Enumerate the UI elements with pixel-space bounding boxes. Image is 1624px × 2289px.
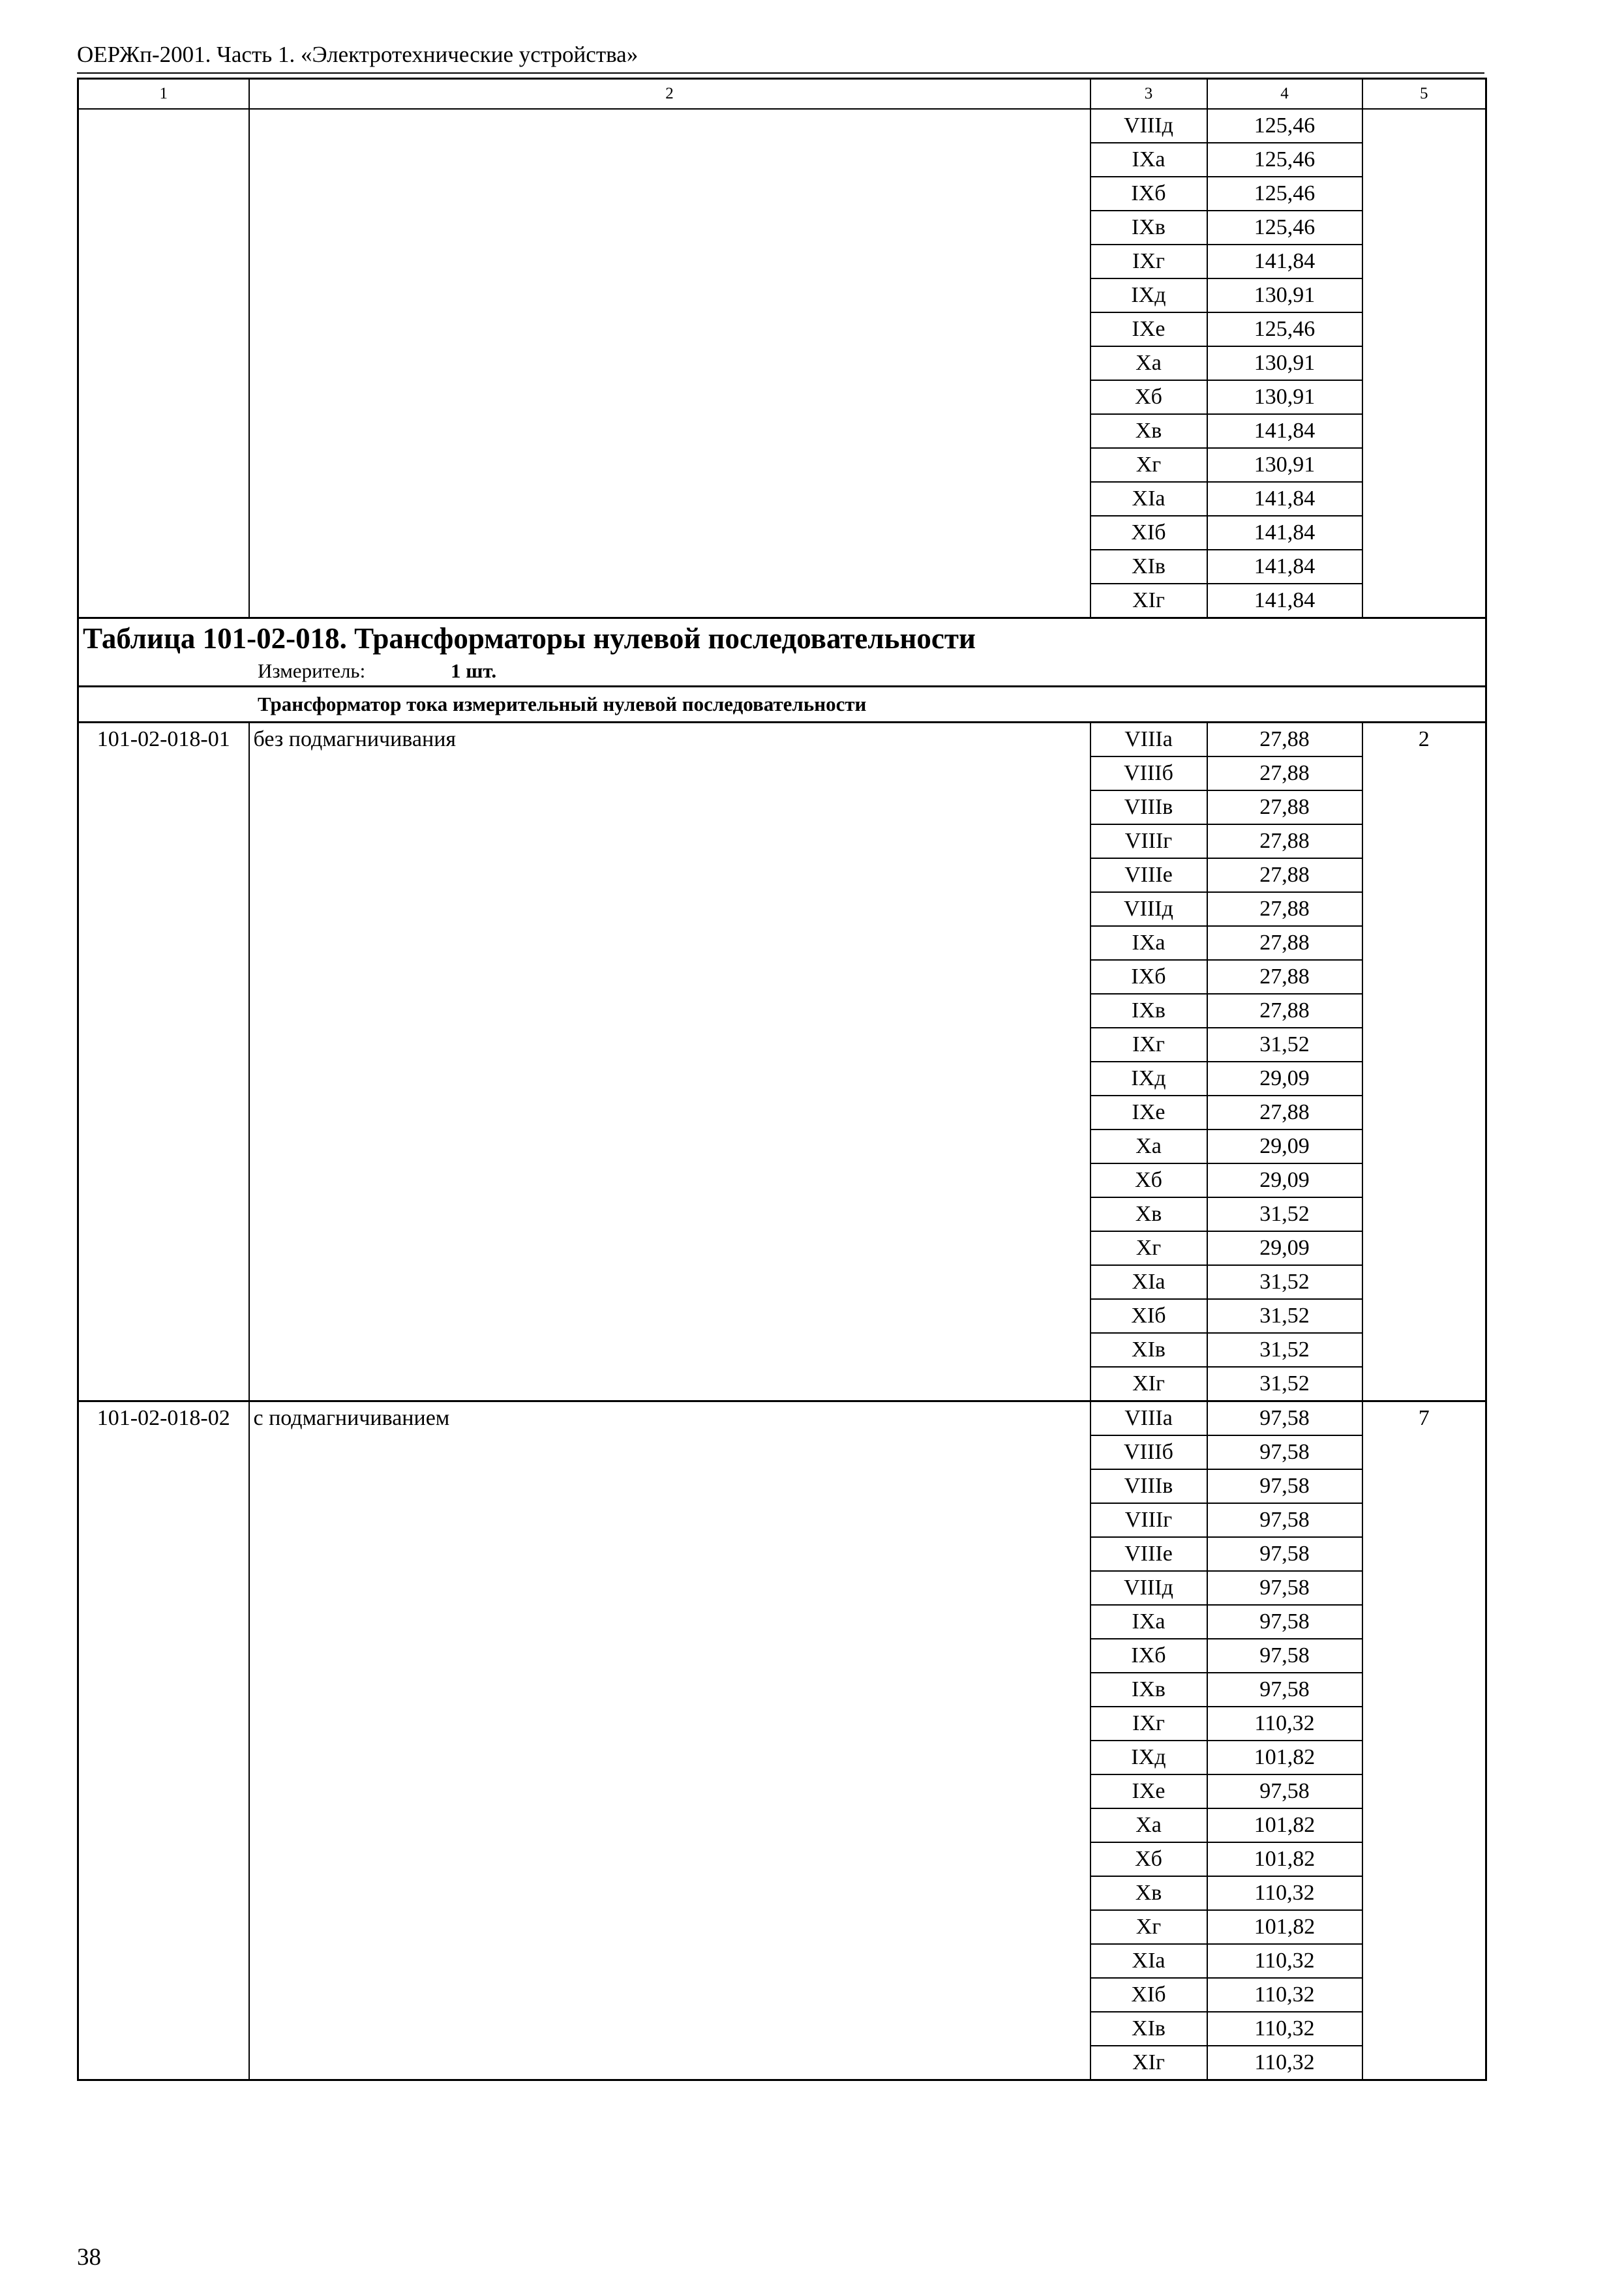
price-cell: 110,32 (1207, 1944, 1362, 1978)
price-cell: 29,09 (1207, 1062, 1362, 1096)
price-cell: 130,91 (1207, 380, 1362, 414)
region-cell: IXд (1090, 278, 1207, 312)
column-number: 3 (1090, 79, 1207, 110)
region-cell: IXв (1090, 1673, 1207, 1707)
price-cell: 27,88 (1207, 994, 1362, 1028)
price-cell: 97,58 (1207, 1469, 1362, 1503)
description-cell-empty (249, 109, 1090, 618)
section-row (78, 687, 1486, 723)
region-cell: Xб (1090, 1163, 1207, 1197)
region-cell: XIб (1090, 516, 1207, 550)
price-cell: 110,32 (1207, 1978, 1362, 2012)
column-number-row (78, 79, 1486, 110)
price-cell: 141,84 (1207, 516, 1362, 550)
price-cell: 101,82 (1207, 1741, 1362, 1774)
item-code: 101-02-018-01 (78, 723, 249, 1401)
item-code: 101-02-018-02 (78, 1401, 249, 2080)
price-cell: 29,09 (1207, 1130, 1362, 1163)
price-cell: 27,88 (1207, 790, 1362, 824)
region-cell: VIIIе (1090, 858, 1207, 892)
region-cell: Xв (1090, 414, 1207, 448)
table-title-row (78, 618, 1486, 687)
code-cell-empty (78, 109, 249, 618)
price-table-body (78, 79, 1486, 2080)
region-cell: IXе (1090, 312, 1207, 346)
column-number: 5 (1362, 79, 1486, 110)
price-table (77, 78, 1487, 2081)
price-cell: 27,88 (1207, 1096, 1362, 1130)
price-cell: 27,88 (1207, 926, 1362, 960)
region-cell: Xв (1090, 1197, 1207, 1231)
region-cell: IXг (1090, 245, 1207, 278)
price-cell: 31,52 (1207, 1197, 1362, 1231)
region-cell: XIа (1090, 482, 1207, 516)
region-cell: IXа (1090, 1605, 1207, 1639)
region-cell: VIIIг (1090, 1503, 1207, 1537)
norm-cell-empty (1362, 109, 1486, 618)
region-cell: VIIIе (1090, 1537, 1207, 1571)
column-number: 1 (78, 79, 249, 110)
region-cell: XIв (1090, 550, 1207, 584)
price-cell: 97,58 (1207, 1605, 1362, 1639)
price-cell: 125,46 (1207, 109, 1362, 143)
region-cell: IXг (1090, 1707, 1207, 1741)
continuation-row (78, 109, 1486, 143)
region-cell: XIг (1090, 1367, 1207, 1401)
price-cell: 110,32 (1207, 2012, 1362, 2046)
price-cell: 125,46 (1207, 312, 1362, 346)
region-cell: XIв (1090, 1333, 1207, 1367)
region-cell: XIа (1090, 1944, 1207, 1978)
region-cell: Xб (1090, 380, 1207, 414)
price-cell: 110,32 (1207, 2046, 1362, 2080)
price-cell: 130,91 (1207, 278, 1362, 312)
price-cell: 27,88 (1207, 858, 1362, 892)
region-cell: Xг (1090, 1231, 1207, 1265)
table-title-cell (78, 618, 1486, 687)
price-cell: 141,84 (1207, 584, 1362, 618)
region-cell: VIIIв (1090, 1469, 1207, 1503)
item-description: с подмагничиванием (249, 1401, 1090, 2080)
region-cell: IXа (1090, 926, 1207, 960)
region-cell: Xг (1090, 1910, 1207, 1944)
price-cell: 141,84 (1207, 550, 1362, 584)
measure-line (83, 658, 1481, 685)
price-cell: 97,58 (1207, 1537, 1362, 1571)
region-cell: Xа (1090, 346, 1207, 380)
price-cell: 97,58 (1207, 1673, 1362, 1707)
price-cell: 27,88 (1207, 756, 1362, 790)
region-cell: XIа (1090, 1265, 1207, 1299)
region-cell: XIб (1090, 1978, 1207, 2012)
region-cell: Xа (1090, 1130, 1207, 1163)
region-cell: IXб (1090, 177, 1207, 211)
price-cell: 141,84 (1207, 414, 1362, 448)
page-number: 38 (77, 2244, 101, 2271)
region-cell: VIIIд (1090, 109, 1207, 143)
price-cell: 141,84 (1207, 482, 1362, 516)
price-cell: 101,82 (1207, 1842, 1362, 1876)
price-cell: 125,46 (1207, 211, 1362, 245)
price-cell: 27,88 (1207, 723, 1362, 757)
region-cell: VIIIв (1090, 790, 1207, 824)
region-cell: IXв (1090, 211, 1207, 245)
region-cell: IXе (1090, 1096, 1207, 1130)
table-title-block (79, 619, 1485, 685)
price-cell: 125,46 (1207, 143, 1362, 177)
region-cell: Xв (1090, 1876, 1207, 1910)
region-cell: IXг (1090, 1028, 1207, 1062)
header-rule (77, 72, 1484, 74)
price-cell: 125,46 (1207, 177, 1362, 211)
region-cell: IXв (1090, 994, 1207, 1028)
section-title: Трансформатор тока измерительный нулевой последовательности (78, 687, 1486, 723)
price-cell: 141,84 (1207, 245, 1362, 278)
region-cell: IXд (1090, 1741, 1207, 1774)
price-cell: 97,58 (1207, 1435, 1362, 1469)
measure-label: Измеритель: (258, 659, 366, 682)
price-cell: 27,88 (1207, 892, 1362, 926)
region-cell: Xг (1090, 448, 1207, 482)
region-cell: VIIIг (1090, 824, 1207, 858)
price-cell: 97,58 (1207, 1774, 1362, 1808)
column-number: 2 (249, 79, 1090, 110)
price-cell: 31,52 (1207, 1333, 1362, 1367)
region-cell: VIIIб (1090, 1435, 1207, 1469)
region-cell: XIб (1090, 1299, 1207, 1333)
region-cell: IXд (1090, 1062, 1207, 1096)
region-cell: VIIIб (1090, 756, 1207, 790)
price-cell: 29,09 (1207, 1163, 1362, 1197)
price-cell: 101,82 (1207, 1808, 1362, 1842)
price-cell: 27,88 (1207, 960, 1362, 994)
region-cell: Xб (1090, 1842, 1207, 1876)
region-cell: Xа (1090, 1808, 1207, 1842)
region-cell: XIг (1090, 2046, 1207, 2080)
region-cell: IXб (1090, 1639, 1207, 1673)
column-number: 4 (1207, 79, 1362, 110)
region-cell: XIв (1090, 2012, 1207, 2046)
price-cell: 29,09 (1207, 1231, 1362, 1265)
price-cell: 31,52 (1207, 1367, 1362, 1401)
price-cell: 97,58 (1207, 1503, 1362, 1537)
price-cell: 97,58 (1207, 1401, 1362, 1436)
region-cell: VIIIд (1090, 892, 1207, 926)
price-cell: 110,32 (1207, 1876, 1362, 1910)
region-cell: IXб (1090, 960, 1207, 994)
item-row (78, 1401, 1486, 1436)
measure-unit: 1 шт. (451, 659, 497, 682)
price-cell: 110,32 (1207, 1707, 1362, 1741)
price-cell: 130,91 (1207, 346, 1362, 380)
price-cell: 101,82 (1207, 1910, 1362, 1944)
region-cell: VIIIд (1090, 1571, 1207, 1605)
running-title: ОЕРЖп-2001. Часть 1. «Электротехнические устройства» (77, 42, 639, 67)
item-norm: 2 (1362, 723, 1486, 1401)
price-cell: 31,52 (1207, 1265, 1362, 1299)
price-cell: 27,88 (1207, 824, 1362, 858)
table-title: Таблица 101-02-018. Трансформаторы нулевой последовательности (83, 622, 976, 655)
region-cell: XIг (1090, 584, 1207, 618)
item-norm: 7 (1362, 1401, 1486, 2080)
item-row (78, 723, 1486, 757)
price-cell: 97,58 (1207, 1571, 1362, 1605)
region-cell: VIIIа (1090, 723, 1207, 757)
price-cell: 130,91 (1207, 448, 1362, 482)
region-cell: IXа (1090, 143, 1207, 177)
price-cell: 97,58 (1207, 1639, 1362, 1673)
region-cell: IXе (1090, 1774, 1207, 1808)
region-cell: VIIIа (1090, 1401, 1207, 1436)
item-description: без подмагничивания (249, 723, 1090, 1401)
price-cell: 31,52 (1207, 1028, 1362, 1062)
price-cell: 31,52 (1207, 1299, 1362, 1333)
